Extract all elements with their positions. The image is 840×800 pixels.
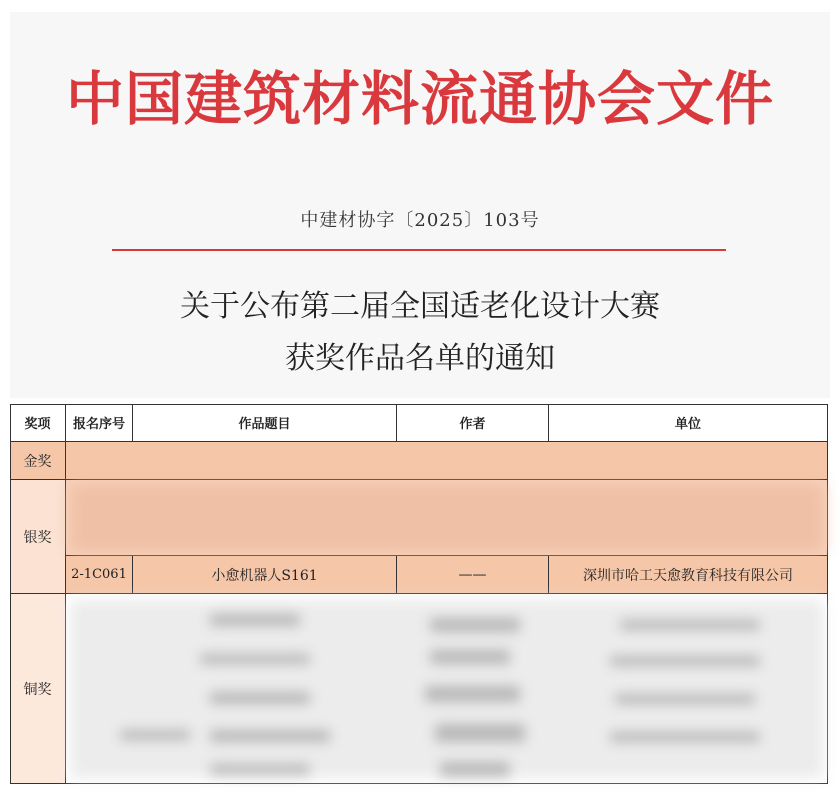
document-number: 中建材协字〔2025〕103号 [300, 210, 540, 231]
redacted-text [425, 686, 520, 702]
redacted-text [430, 618, 520, 632]
redacted-text [430, 650, 510, 664]
silver-redaction-blur [70, 484, 824, 552]
award-label-bronze: 铜奖 [10, 594, 66, 784]
redacted-text [120, 730, 190, 740]
silver-row-title: 小愈机器人S161 [133, 556, 397, 594]
column-header-award: 奖项 [10, 404, 66, 442]
organization-title: 中国建筑材料流通协会文件 [65, 65, 774, 133]
redacted-text [615, 694, 755, 704]
column-header-reg-no: 报名序号 [66, 404, 133, 442]
awards-table [10, 404, 828, 784]
notice-title-line-2: 获奖作品名单的通知 [285, 341, 555, 376]
document-header [10, 12, 830, 398]
award-label-gold: 金奖 [10, 442, 66, 480]
redacted-text [200, 654, 310, 664]
column-header-author: 作者 [397, 404, 549, 442]
redacted-text [210, 614, 300, 626]
award-label-silver: 银奖 [10, 480, 66, 594]
notice-title-line-1: 关于公布第二届全国适老化设计大赛 [180, 289, 660, 324]
red-divider-line [112, 249, 726, 251]
redacted-text [210, 730, 330, 742]
silver-row-unit: 深圳市哈工天愈教育科技有限公司 [549, 556, 828, 594]
redacted-text [435, 724, 525, 742]
column-header-unit: 单位 [549, 404, 828, 442]
redacted-text [610, 732, 760, 742]
silver-row-author: —— [397, 556, 549, 594]
column-header-title: 作品题目 [133, 404, 397, 442]
gold-row-redacted [66, 442, 828, 480]
redacted-text [210, 692, 310, 704]
redacted-text [610, 656, 760, 666]
redacted-text [210, 764, 310, 774]
silver-row-reg-no: 2-1C061 [66, 556, 133, 594]
redacted-text [620, 620, 760, 630]
redacted-text [440, 762, 510, 776]
